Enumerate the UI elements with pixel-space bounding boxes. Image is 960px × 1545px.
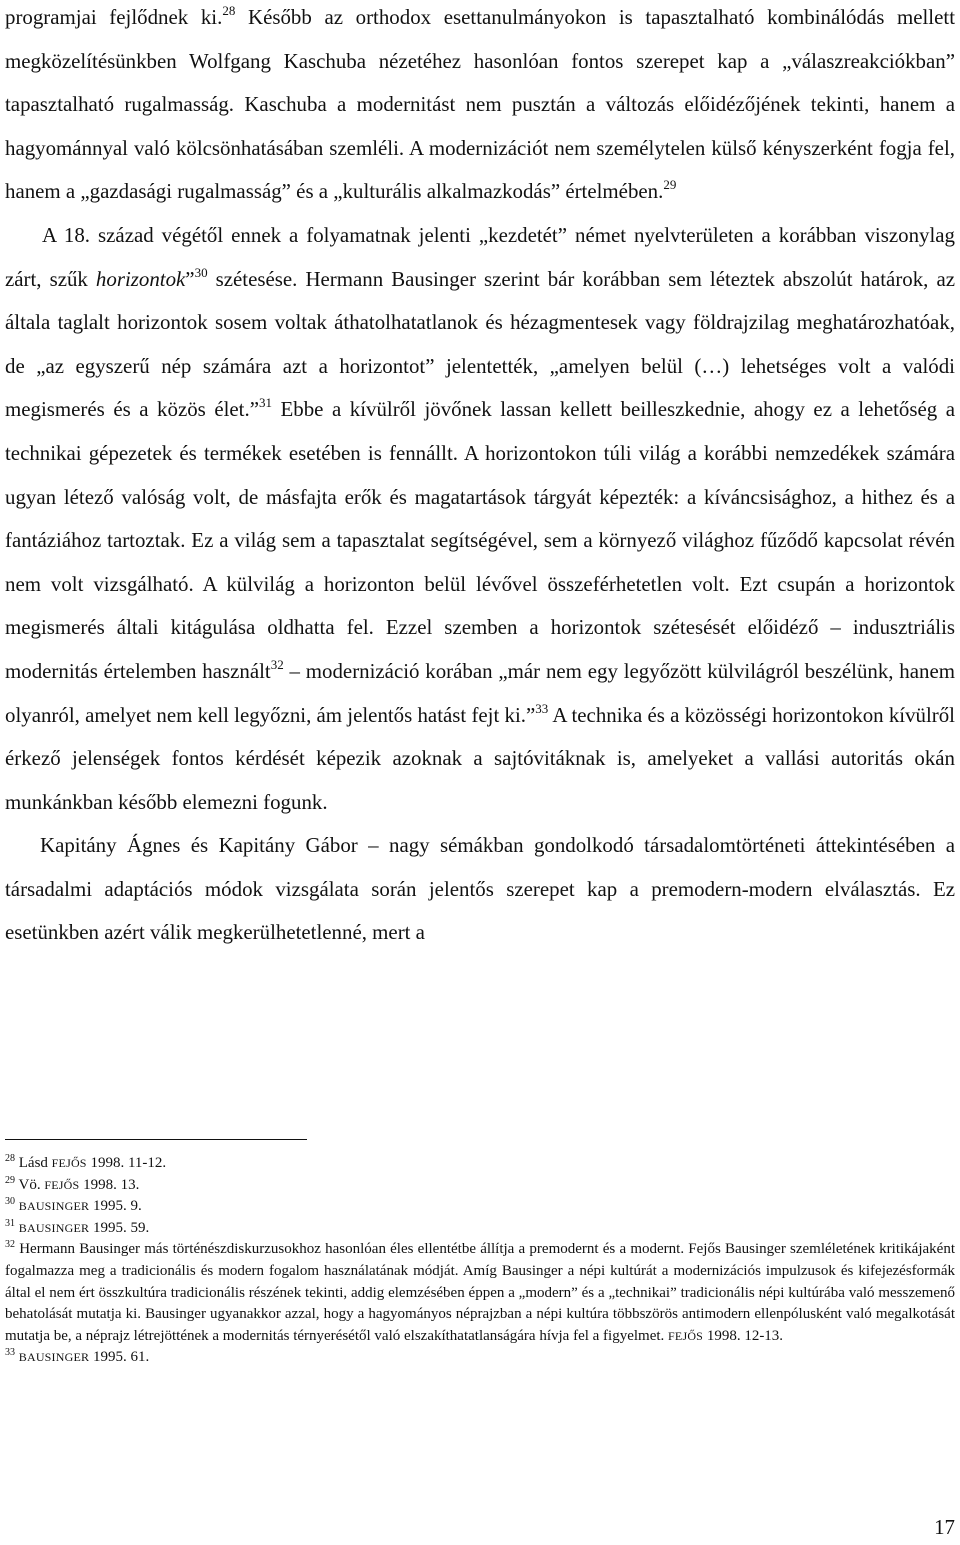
footnote-separator (5, 1139, 307, 1140)
footnote-ref[interactable]: 32 (270, 656, 284, 672)
footnote-text: Lásd (18, 1155, 52, 1171)
footnotes (5, 1153, 955, 1369)
author-name: FEJŐS (668, 1328, 704, 1343)
footnote-number: 31 (5, 1217, 15, 1229)
author-name: FEJŐS (51, 1156, 87, 1170)
footnote-28 (5, 1153, 955, 1175)
footnote-32 (5, 1239, 955, 1347)
paragraph (5, 0, 955, 214)
footnote-text: 1998. 13. (79, 1176, 140, 1193)
author-name: FEJŐS (44, 1177, 80, 1192)
footnote-number: 28 (5, 1153, 15, 1164)
footnote-number: 33 (5, 1347, 15, 1359)
footnote-ref[interactable]: 33 (535, 700, 549, 716)
text-run: – modernizáció korában „már nem egy legyőzött külvilágról beszélünk, hanem olyanról, amelyet nem kell legyőzni, ám jelentős hatást fejt ki.” (5, 658, 955, 727)
text-run: szétesése. Hermann Bausinger szerint bár korábban sem léteztek abszolút határok, az általa taglalt horizontok sosem voltak áthatolhatatlanok és hézagmentesek vagy földrajzilag meghatározhatóak, de „az egyszerű nép számára azt a horizontot” jelentették, „amelyen belül (…) lehetséges volt a valódi megismerés és a közös élet.” (5, 266, 955, 422)
footnote-ref[interactable]: 30 (194, 264, 208, 280)
footnote-text: 1995. 9. (89, 1198, 142, 1215)
paragraph (5, 214, 955, 824)
footnote-29 (5, 1175, 955, 1197)
main-text (5, 0, 955, 955)
document-page (5, 0, 955, 1545)
footnote-ref[interactable]: 28 (222, 3, 236, 18)
footnote-number: 29 (5, 1174, 15, 1186)
footnote-text: Vö. (18, 1176, 45, 1193)
text-run: programjai fejlődnek ki. (5, 5, 223, 29)
footnote-text: 1998. 12-13. (703, 1327, 784, 1344)
author-name: BAUSINGER (18, 1350, 90, 1365)
italic-term: horizontok (95, 266, 186, 291)
footnote-text: 1995. 61. (89, 1349, 150, 1366)
text-run: Ebbe a kívülről jövőnek lassan kellett beilleszkednie, ahogy ez a lehetőség a technikai gépezetek és termékek esetében is fennállt. A horizontokon túli világ a korábbi nemzedékek számára ugyan létező valóság volt, de másfajta erők és magatartások tárgyát képezték: a kíváncsisághoz, a hithez és a fantáziához tartoztak. Ez a világ sem a tapasztalat segítségével, sem a környező világhoz fűződő kapcsolat révén nem volt vizsgálható. A külvilág a horizonton belül lévővel összeférhetetlen volt. Ezt csupán a horizontok megismerés általi kitágulása oldhatta fel. Ezzel szemben a horizontok szétesését előidéző – indusztriális modernitás értelemben használt (5, 397, 955, 683)
text-run: A technika és a közösségi horizontokon kívülről érkező jelenségek fontos kérdését képezik azoknak a sajtóvitáknak is, amelyeket a vallási autoritás okán munkánkban később elemezni fogunk. (5, 702, 955, 814)
footnote-number: 30 (5, 1196, 15, 1208)
footnote-text: 1995. 59. (89, 1219, 150, 1236)
footnote-31 (5, 1218, 955, 1240)
footnote-text: 1998. 11-12. (86, 1155, 167, 1171)
footnote-33 (5, 1347, 955, 1369)
footnote-ref[interactable]: 31 (258, 395, 272, 411)
footnote-text: Hermann Bausinger más történészdiskurzusokhoz hasonlóan éles ellentétbe állítja a premodernt és a modernt. Fejős Bausinger szemléletének kritikájaként fogalmazza meg a tradicionális és modern fogalom használatának módját. Amíg Bausinger a népi kultúrát a modernizációs impulzusok és kifejezésformák által el nem ért összkultúra tradicionális részének tekinti, addig elemzésében éppen a „modern” és a „technikai” tradicionális népi kultúrába való messzemenő behatolását mutatja ki. Bausinger ugyanakkor azzal, hogy a hagyományos néprajzban a népi kultúra többszörös antimodern ellenpólusként való megalkotását mutatja be, a néprajz létrejöttének a modernitás térnyerésétől való elszakíthatatlanságára hívja fel a figyelmet. (5, 1241, 955, 1344)
text-run: A 18. század végétől ennek a folyamatnak jelenti „kezdetét” német nyelvterületen a korábban viszonylag zárt, szűk (5, 222, 955, 291)
page-number: 17 (934, 1515, 955, 1539)
author-name: BAUSINGER (18, 1199, 90, 1214)
paragraph: Kapitány Ágnes és Kapitány Gábor – nagy sémákban gondolkodó társadalomtörténeti áttekintésében a társadalmi adaptációs módok vizsgálata során jelentős szerepet kap a premodern-modern elválasztás. Ez esetünkben azért válik megkerülhetetlenné, mert a (5, 833, 955, 945)
author-name: BAUSINGER (18, 1220, 90, 1235)
text-run: Később az orthodox esettanulmányokon is tapasztalható kombinálódás mellett megközelítésünkben Wolfgang Kaschuba nézetéhez hasonlóan fontos szerepet kap a „válaszreakciókban” tapasztalható rugalmasság. Kaschuba a modernitást nem pusztán a változás előidézőjének tekinti, hanem a hagyománnyal való kölcsönhatásában szemléli. A modernizációt nem személytelen külső kényszerként fogja fel, hanem a „gazdasági rugalmasság” és a „kulturális alkalmazkodás” értelmében. (5, 5, 955, 204)
footnote-30 (5, 1196, 955, 1218)
footnote-number: 32 (5, 1239, 15, 1251)
text-run: ” (185, 266, 195, 291)
footnote-ref[interactable]: 29 (663, 177, 677, 193)
